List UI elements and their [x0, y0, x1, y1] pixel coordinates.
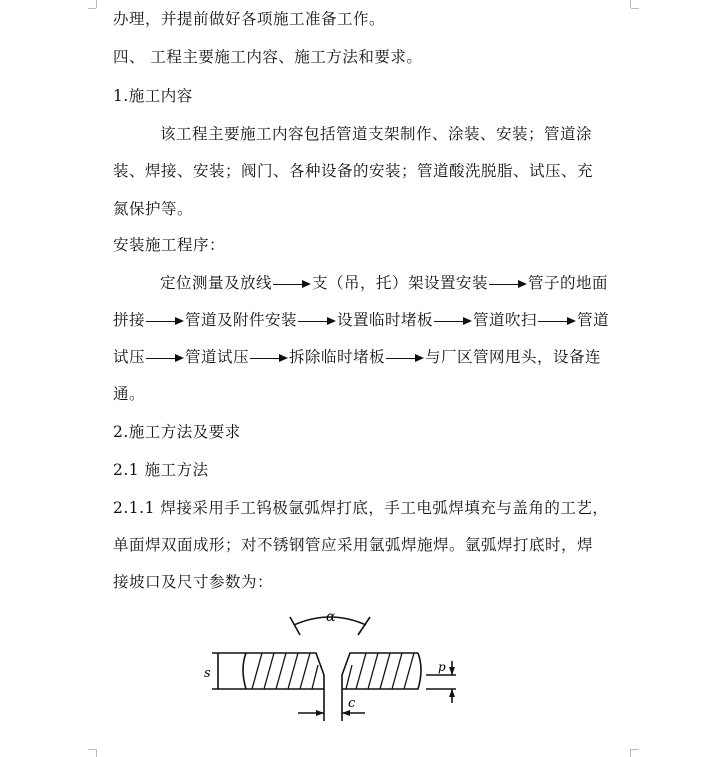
crop-mark-bottom-left-h [88, 749, 96, 750]
label-p: p [438, 660, 446, 674]
crop-mark-bottom-left [96, 749, 97, 757]
step-pipe-install: 管道及附件安装 [185, 311, 298, 329]
arrow-icon [538, 316, 576, 326]
arrow-icon [386, 353, 424, 363]
arrow-icon [489, 279, 527, 289]
procedure-row-3 [113, 347, 613, 367]
bevel-angle-line-right [358, 617, 370, 635]
step-remove-blind: 拆除临时堵板 [289, 348, 386, 366]
procedure-row-4: 通。 [113, 385, 146, 403]
bevel-angle-line-left [290, 617, 300, 635]
step-pipe: 管道 [577, 311, 610, 329]
step-survey: 定位测量及放线 [160, 274, 273, 292]
step-support-install: 支（吊，托）架设置安装 [312, 274, 489, 292]
text-line-1: 办理，并提前做好各项施工准备工作。 [113, 10, 386, 28]
crop-mark-top-right-h [631, 8, 639, 9]
section-heading-4: 四、 工程主要施工内容、施工方法和要求。 [113, 48, 423, 66]
crop-mark-top-left-h [88, 8, 96, 9]
paragraph-welding-2: 单面焊双面成形；对不锈钢管应采用氩弧焊施焊。氩弧焊打底时，焊 [113, 536, 594, 554]
label-s: s [204, 666, 211, 681]
arrow-icon [146, 353, 184, 363]
arrow-icon [298, 316, 336, 326]
step-test: 试压 [113, 348, 146, 366]
arrow-icon [434, 316, 472, 326]
paragraph-welding-1: 2.1.1 焊接采用手工钨极氩弧焊打底，手工电弧焊填充与盖角的工艺， [113, 499, 609, 517]
procedure-row-2 [113, 310, 613, 330]
crop-mark-bottom-right-h [631, 749, 639, 750]
heading-construction-content: 1.施工内容 [113, 87, 193, 105]
paragraph-line-2: 装、焊接、安装；阀门、各种设备的安装；管道酸洗脱脂、试压、充 [113, 162, 594, 180]
paragraph-welding-3: 接坡口及尺寸参数为： [113, 573, 274, 591]
crop-mark-bottom-right [630, 749, 631, 757]
heading-install-procedure: 安装施工程序： [113, 236, 226, 254]
step-temp-blind: 设置临时堵板 [337, 311, 434, 329]
left-plate-break [243, 653, 246, 689]
paragraph-line-3: 氮保护等。 [113, 200, 194, 218]
procedure-row-1 [160, 273, 613, 293]
right-plate-outline [342, 653, 418, 689]
paragraph-line-1: 该工程主要施工内容包括管道支架制作、涂装、安装；管道涂 [160, 125, 593, 143]
label-c: c [348, 696, 356, 711]
step-ground-assembly: 管子的地面 [528, 274, 609, 292]
heading-methods-requirements: 2.施工方法及要求 [113, 423, 241, 441]
step-pressure-test: 管道试压 [185, 348, 250, 366]
left-plate-hatching [252, 653, 318, 689]
right-plate-hatching [346, 653, 414, 689]
step-purge: 管道吹扫 [473, 311, 538, 329]
weld-groove-diagram [190, 605, 470, 725]
arrow-icon [146, 316, 184, 326]
step-assembly: 拼接 [113, 311, 146, 329]
label-alpha: α [326, 609, 336, 625]
heading-construction-methods: 2.1 施工方法 [113, 461, 209, 479]
crop-mark-top-right [630, 0, 631, 8]
crop-mark-top-left [96, 0, 97, 8]
step-tie-in: 与厂区管网甩头，设备连 [425, 348, 602, 366]
arrow-icon [273, 279, 311, 289]
arrow-icon [250, 353, 288, 363]
